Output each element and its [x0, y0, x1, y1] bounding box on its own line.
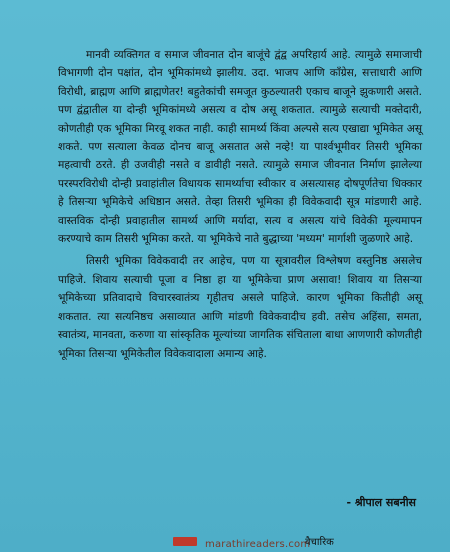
blurb-text — [58, 46, 422, 367]
author-signature: - श्रीपाल सबनीस — [346, 496, 416, 509]
category-label: वैचारिक — [305, 537, 334, 548]
publisher-logo-icon — [173, 537, 197, 546]
watermark-text: marathireaders.com — [205, 539, 311, 550]
blurb-paragraph-1: मानवी व्यक्तिगत व समाज जीवनात दोन बाजूंचे द्वंद्व अपरिहार्य आहे. त्यामुळे समाजाची विभागणी दोन पक्षांत, दोन भूमिकांमध्ये झालीय. उदा. भाजप आणि काँग्रेस, सत्ताधारी आणि विरोधी, ब्राह्मण आणि ब्राह्मणेतर! बहुतेकांची समजूत कुठल्यातरी एकाच बाजूने झुकणारी असते. पण द्वंद्वातील या दोन्ही भूमिकांमध्ये असत्य व दोष असू शकतात. त्यामुळे सत्याची मक्तेदारी, कोणतीही एक भूमिका मिरवू शकत नाही. काही सामर्थ्य किंवा अल्पसे सत्य एखाद्या भूमिकेत असू शकते. पण सत्याला केवळ दोनच बाजू असतात असे नव्हे! या पार्श्वभूमीवर तिसरी भूमिका महत्वाची ठरते. ही उजवीही नसते व डावीही नसते. त्यामुळे समाज जीवनात निर्माण झालेल्या परस्परविरोधी दोन्ही प्रवाहांतील विधायक सामर्थ्याचा स्वीकार व असत्यासह दोषपूर्णतेचा धिक्कार हे तिसऱ्या भूमिकेचे अधिष्ठान असते. तेव्हा तिसरी भूमिका ही विवेकवादी सूत्र मांडणारी आहे. वास्तविक दोन्ही प्रवाहातील सामर्थ्य आणि मर्यादा, सत्य व असत्य यांचे विवेकी मूल्यमापन करण्याचे काम तिसरी भूमिका करते. या भूमिकेचे नाते बुद्धाच्या 'मध्यम' मार्गाशी जुळणारे आहे. — [58, 49, 422, 246]
footer-strip — [0, 532, 450, 552]
blurb-paragraph-2: तिसरी भूमिका विवेकवादी तर आहेच, पण या सूत्रावरील विश्लेषण वस्तुनिष्ठ असलेच पाहिजे. शिवाय सत्याची पूजा व निष्ठा हा या भूमिकेचा प्राण असावा! शिवाय या तिसऱ्या भूमिकेच्या प्रतिवादाचे विचारस्वातंत्र्य गृहीतच असले पाहिजे. कारण भूमिका कितीही असू शकतात. त्या सत्यनिष्ठच असाव्यात आणि मांडणी विवेकवादीच हवी. तसेच अहिंसा, समता, स्वातंत्र्य, मानवता, करुणा या सांस्कृतिक मूल्यांच्या जागतिक संचिताला बाधा आणणारी कोणतीही भूमिका तिसऱ्या भूमिकेतील विवेकवादाला अमान्य आहे. — [58, 255, 422, 360]
